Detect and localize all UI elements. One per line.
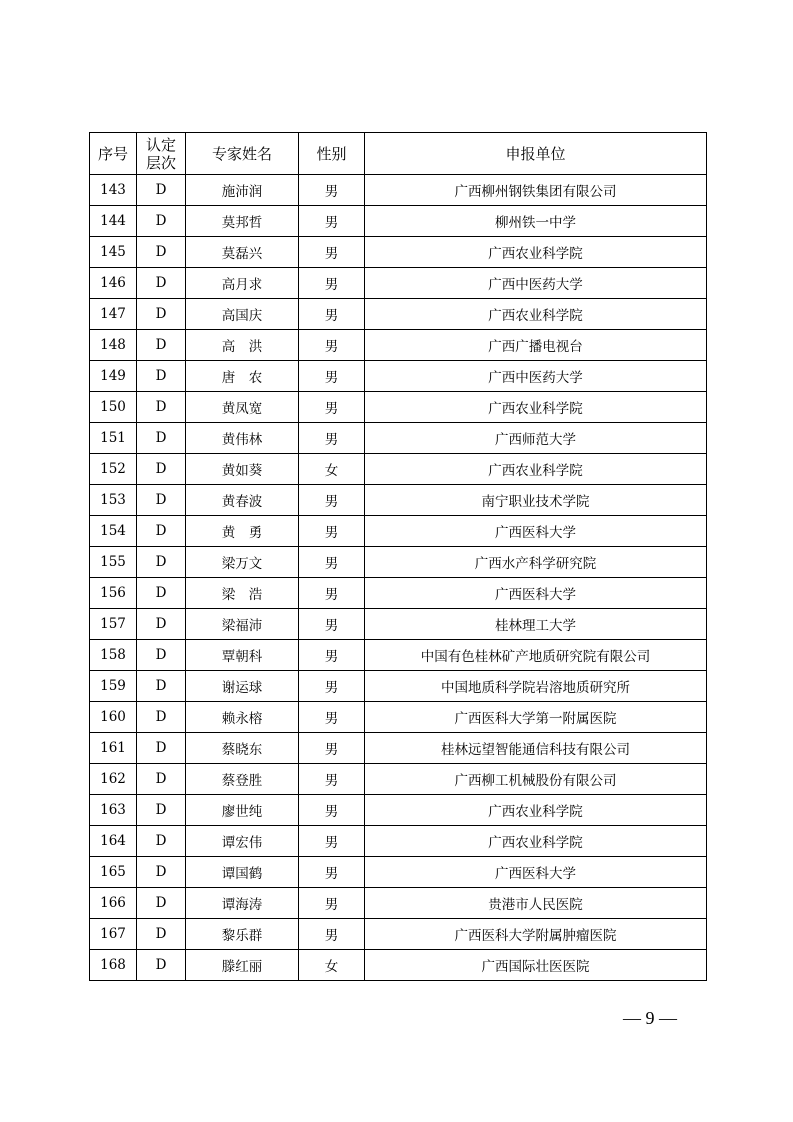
cell-expert-name: 梁万文: [186, 547, 299, 578]
table-row: [90, 423, 707, 454]
cell-gender: 男: [299, 826, 365, 857]
cell-expert-name: 滕红丽: [186, 950, 299, 981]
cell-level: D: [137, 330, 186, 361]
cell-serial: 158: [90, 640, 137, 671]
cell-gender: 男: [299, 888, 365, 919]
cell-expert-name: 蔡登胜: [186, 764, 299, 795]
cell-level: D: [137, 857, 186, 888]
cell-serial: 162: [90, 764, 137, 795]
cell-level: D: [137, 826, 186, 857]
header-gender: 性别: [299, 133, 365, 175]
cell-unit: 柳州铁一中学: [365, 206, 707, 237]
cell-serial: 145: [90, 237, 137, 268]
cell-gender: 男: [299, 392, 365, 423]
cell-expert-name: 黎乐群: [186, 919, 299, 950]
cell-unit: 桂林理工大学: [365, 609, 707, 640]
cell-expert-name: 廖世纯: [186, 795, 299, 826]
cell-gender: 男: [299, 764, 365, 795]
cell-serial: 165: [90, 857, 137, 888]
cell-serial: 153: [90, 485, 137, 516]
table-row: [90, 237, 707, 268]
table-row: [90, 485, 707, 516]
cell-unit: 广西农业科学院: [365, 795, 707, 826]
cell-unit: 广西师范大学: [365, 423, 707, 454]
cell-unit: 广西广播电视台: [365, 330, 707, 361]
cell-expert-name: 梁福沛: [186, 609, 299, 640]
cell-level: D: [137, 671, 186, 702]
table-row: [90, 578, 707, 609]
header-serial: 序号: [90, 133, 137, 175]
cell-expert-name: 黄 勇: [186, 516, 299, 547]
cell-serial: 144: [90, 206, 137, 237]
cell-expert-name: 高国庆: [186, 299, 299, 330]
table-row: [90, 516, 707, 547]
table-row: [90, 702, 707, 733]
cell-expert-name: 黄如葵: [186, 454, 299, 485]
cell-gender: 男: [299, 857, 365, 888]
table-header-row: [90, 133, 707, 175]
cell-gender: 男: [299, 702, 365, 733]
cell-serial: 161: [90, 733, 137, 764]
cell-serial: 156: [90, 578, 137, 609]
cell-unit: 广西国际壮医医院: [365, 950, 707, 981]
cell-gender: 男: [299, 175, 365, 206]
table-row: [90, 392, 707, 423]
cell-unit: 中国有色桂林矿产地质研究院有限公司: [365, 640, 707, 671]
cell-serial: 154: [90, 516, 137, 547]
cell-level: D: [137, 950, 186, 981]
table-row: [90, 764, 707, 795]
cell-expert-name: 黄凤宽: [186, 392, 299, 423]
cell-gender: 男: [299, 423, 365, 454]
cell-serial: 148: [90, 330, 137, 361]
table-row: [90, 299, 707, 330]
table-row: [90, 547, 707, 578]
cell-level: D: [137, 237, 186, 268]
cell-unit: 南宁职业技术学院: [365, 485, 707, 516]
table-row: [90, 671, 707, 702]
cell-expert-name: 谢运球: [186, 671, 299, 702]
cell-serial: 151: [90, 423, 137, 454]
cell-serial: 155: [90, 547, 137, 578]
cell-serial: 146: [90, 268, 137, 299]
table-row: [90, 206, 707, 237]
cell-gender: 男: [299, 919, 365, 950]
cell-gender: 男: [299, 268, 365, 299]
cell-unit: 广西中医药大学: [365, 361, 707, 392]
cell-level: D: [137, 268, 186, 299]
cell-serial: 163: [90, 795, 137, 826]
cell-expert-name: 施沛润: [186, 175, 299, 206]
cell-gender: 男: [299, 237, 365, 268]
table-row: [90, 361, 707, 392]
table-row: [90, 795, 707, 826]
cell-gender: 男: [299, 671, 365, 702]
cell-gender: 男: [299, 361, 365, 392]
cell-expert-name: 黄春波: [186, 485, 299, 516]
header-expert-name: 专家姓名: [186, 133, 299, 175]
header-level: [137, 133, 186, 175]
cell-level: D: [137, 361, 186, 392]
cell-serial: 147: [90, 299, 137, 330]
cell-unit: 广西医科大学: [365, 857, 707, 888]
cell-level: D: [137, 609, 186, 640]
table-row: [90, 733, 707, 764]
table-row: [90, 888, 707, 919]
cell-unit: 中国地质科学院岩溶地质研究所: [365, 671, 707, 702]
cell-serial: 149: [90, 361, 137, 392]
cell-unit: 桂林远望智能通信科技有限公司: [365, 733, 707, 764]
cell-level: D: [137, 702, 186, 733]
cell-expert-name: 谭海涛: [186, 888, 299, 919]
cell-gender: 女: [299, 454, 365, 485]
cell-level: D: [137, 888, 186, 919]
cell-level: D: [137, 578, 186, 609]
cell-gender: 男: [299, 733, 365, 764]
cell-expert-name: 蔡晓东: [186, 733, 299, 764]
cell-serial: 152: [90, 454, 137, 485]
cell-level: D: [137, 485, 186, 516]
expert-table: [89, 132, 707, 981]
cell-level: D: [137, 640, 186, 671]
cell-gender: 男: [299, 795, 365, 826]
cell-expert-name: 赖永榕: [186, 702, 299, 733]
cell-gender: 男: [299, 640, 365, 671]
cell-unit: 广西农业科学院: [365, 454, 707, 485]
cell-gender: 女: [299, 950, 365, 981]
table-row: [90, 919, 707, 950]
cell-expert-name: 梁 浩: [186, 578, 299, 609]
table-row: [90, 640, 707, 671]
cell-unit: 广西医科大学: [365, 578, 707, 609]
cell-serial: 164: [90, 826, 137, 857]
cell-expert-name: 高月求: [186, 268, 299, 299]
cell-expert-name: 莫邦哲: [186, 206, 299, 237]
cell-serial: 167: [90, 919, 137, 950]
cell-unit: 广西中医药大学: [365, 268, 707, 299]
cell-level: D: [137, 206, 186, 237]
cell-unit: 广西水产科学研究院: [365, 547, 707, 578]
cell-level: D: [137, 733, 186, 764]
cell-level: D: [137, 547, 186, 578]
cell-level: D: [137, 764, 186, 795]
cell-gender: 男: [299, 206, 365, 237]
header-unit: 申报单位: [365, 133, 707, 175]
header-level-text: 认定层次: [145, 135, 176, 172]
cell-gender: 男: [299, 516, 365, 547]
cell-gender: 男: [299, 609, 365, 640]
cell-serial: 159: [90, 671, 137, 702]
cell-level: D: [137, 516, 186, 547]
cell-gender: 男: [299, 299, 365, 330]
cell-unit: 广西农业科学院: [365, 237, 707, 268]
cell-unit: 广西农业科学院: [365, 826, 707, 857]
table-row: [90, 330, 707, 361]
cell-expert-name: 唐 农: [186, 361, 299, 392]
cell-level: D: [137, 919, 186, 950]
cell-gender: 男: [299, 547, 365, 578]
cell-serial: 157: [90, 609, 137, 640]
cell-unit: 广西医科大学附属肿瘤医院: [365, 919, 707, 950]
cell-expert-name: 高 洪: [186, 330, 299, 361]
cell-expert-name: 谭宏伟: [186, 826, 299, 857]
table-row: [90, 950, 707, 981]
table-row: [90, 175, 707, 206]
expert-table-container: [89, 132, 706, 981]
cell-level: D: [137, 795, 186, 826]
cell-serial: 143: [90, 175, 137, 206]
table-row: [90, 268, 707, 299]
page-number: — 9 —: [623, 1008, 677, 1028]
table-body: [90, 175, 707, 981]
cell-unit: 广西农业科学院: [365, 392, 707, 423]
cell-level: D: [137, 175, 186, 206]
table-row: [90, 454, 707, 485]
cell-expert-name: 谭国鹤: [186, 857, 299, 888]
cell-unit: 广西医科大学: [365, 516, 707, 547]
cell-serial: 168: [90, 950, 137, 981]
cell-unit: 广西农业科学院: [365, 299, 707, 330]
cell-unit: 广西医科大学第一附属医院: [365, 702, 707, 733]
cell-level: D: [137, 299, 186, 330]
table-row: [90, 609, 707, 640]
cell-unit: 广西柳州钢铁集团有限公司: [365, 175, 707, 206]
cell-serial: 160: [90, 702, 137, 733]
cell-serial: 150: [90, 392, 137, 423]
cell-level: D: [137, 423, 186, 454]
cell-expert-name: 莫磊兴: [186, 237, 299, 268]
cell-expert-name: 黄伟林: [186, 423, 299, 454]
cell-gender: 男: [299, 330, 365, 361]
table-row: [90, 826, 707, 857]
cell-level: D: [137, 454, 186, 485]
cell-expert-name: 覃朝科: [186, 640, 299, 671]
cell-gender: 男: [299, 485, 365, 516]
cell-unit: 贵港市人民医院: [365, 888, 707, 919]
cell-unit: 广西柳工机械股份有限公司: [365, 764, 707, 795]
table-row: [90, 857, 707, 888]
cell-level: D: [137, 392, 186, 423]
cell-serial: 166: [90, 888, 137, 919]
cell-gender: 男: [299, 578, 365, 609]
